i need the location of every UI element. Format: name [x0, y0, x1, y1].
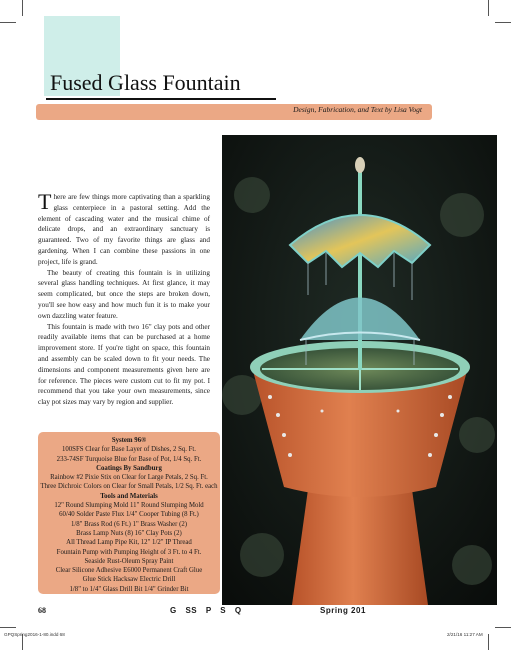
materials-item: Three Dichroic Colors on Clear for Small Petals, 1/2 Sq. Ft. each	[40, 483, 218, 491]
materials-item: Brass Lamp Nuts (8) 16" Clay Pots (2)	[76, 529, 182, 537]
materials-item: Clear Silicone Adhesive E6000 Permanent Craft Glue	[55, 567, 203, 575]
crop-mark	[22, 0, 23, 16]
materials-item: Fountain Pump with Pumping Height of 3 Ft. to 4 Ft.	[56, 548, 202, 556]
paragraph: There are few things more captivating than a sparkling glass centerpiece in a pastoral setting. Add the element of cascading water and the musical chime of delicate drops, and an extraordinary sanctuary is guaranteed. Two of my favorite things are glass and gardening. When I can combine these passions in one project, life is grand.	[38, 189, 210, 266]
crop-mark	[495, 22, 511, 23]
article-body	[38, 189, 210, 408]
paragraph: The beauty of creating this fountain is in utilizing several glass handling techniques. At first glance, it may seem complicated, but once the steps are broken down, you'll see how easy and how much fun it is to make your own dazzling water feature.	[38, 268, 210, 320]
sidebar-heading: System 96®	[111, 437, 147, 444]
crop-mark	[488, 634, 489, 650]
materials-item: 100SFS Clear for Base Layer of Dishes, 2 Sq. Ft.	[61, 446, 197, 454]
paragraph: This fountain is made with two 16" clay pots and other readily available items that can be purchased at a home improvement store. If you're tight on space, this fountain and assembly can be scaled down to fit your needs. The dimensions and component measurements given here are for reference. The pieces were custom cut to fit my pot. I recommend that you take your own measurements, since clay pot sizes may vary by region and supplier.	[38, 322, 210, 407]
sidebar-heading: Tools and Materials	[100, 492, 158, 500]
slug-date: 2/21/16 11:27 AM	[447, 632, 483, 637]
issue-season: Spring 201	[320, 606, 366, 615]
slug-file: GPQSpring2016-1-80.indd 68	[4, 632, 65, 637]
materials-item: Rainbow #2 Pixie Stix on Clear for Large Petals, 2 Sq. Ft.	[50, 474, 208, 482]
running-head: G SS P S Q	[170, 606, 242, 615]
drop-cap: T	[38, 189, 52, 214]
materials-item: 1/8" to 1/4" Glass Drill Bit 1/4" Grinder Bit	[69, 585, 189, 593]
materials-item: 1/8" Brass Rod (6 Ft.) 1" Brass Washer (2)	[70, 520, 188, 528]
fountain-photo	[222, 135, 497, 605]
materials-item: 60/40 Solder Paste Flux 1/4" Cooper Tubing (8 Ft.)	[59, 511, 199, 519]
materials-item: Seaside Rust-Oleum Spray Paint	[84, 557, 174, 565]
materials-item: Glue Stick Hacksaw Electric Drill	[82, 576, 176, 584]
byline: Design, Fabrication, and Text by Lisa Vogt	[293, 105, 422, 114]
crop-mark	[0, 22, 16, 23]
materials-item: 233-74SF Turquoise Blue for Base of Pot, 1/4 Sq. Ft.	[56, 455, 202, 463]
crop-mark	[0, 627, 16, 628]
materials-item: 12" Round Slumping Mold 11" Round Slumping Mold	[54, 502, 204, 510]
page-title: Fused Glass Fountain	[50, 70, 241, 95]
byline-bar	[36, 104, 432, 120]
title-underline	[46, 98, 276, 100]
materials-sidebar	[38, 432, 220, 594]
sidebar-heading: Coatings By Sandburg	[96, 464, 162, 472]
materials-item: All Thread Lamp Pipe Kit, 12" 1/2" IP Thread	[66, 539, 192, 547]
crop-mark	[488, 0, 489, 16]
crop-mark	[495, 627, 511, 628]
page-number: 68	[38, 606, 46, 615]
